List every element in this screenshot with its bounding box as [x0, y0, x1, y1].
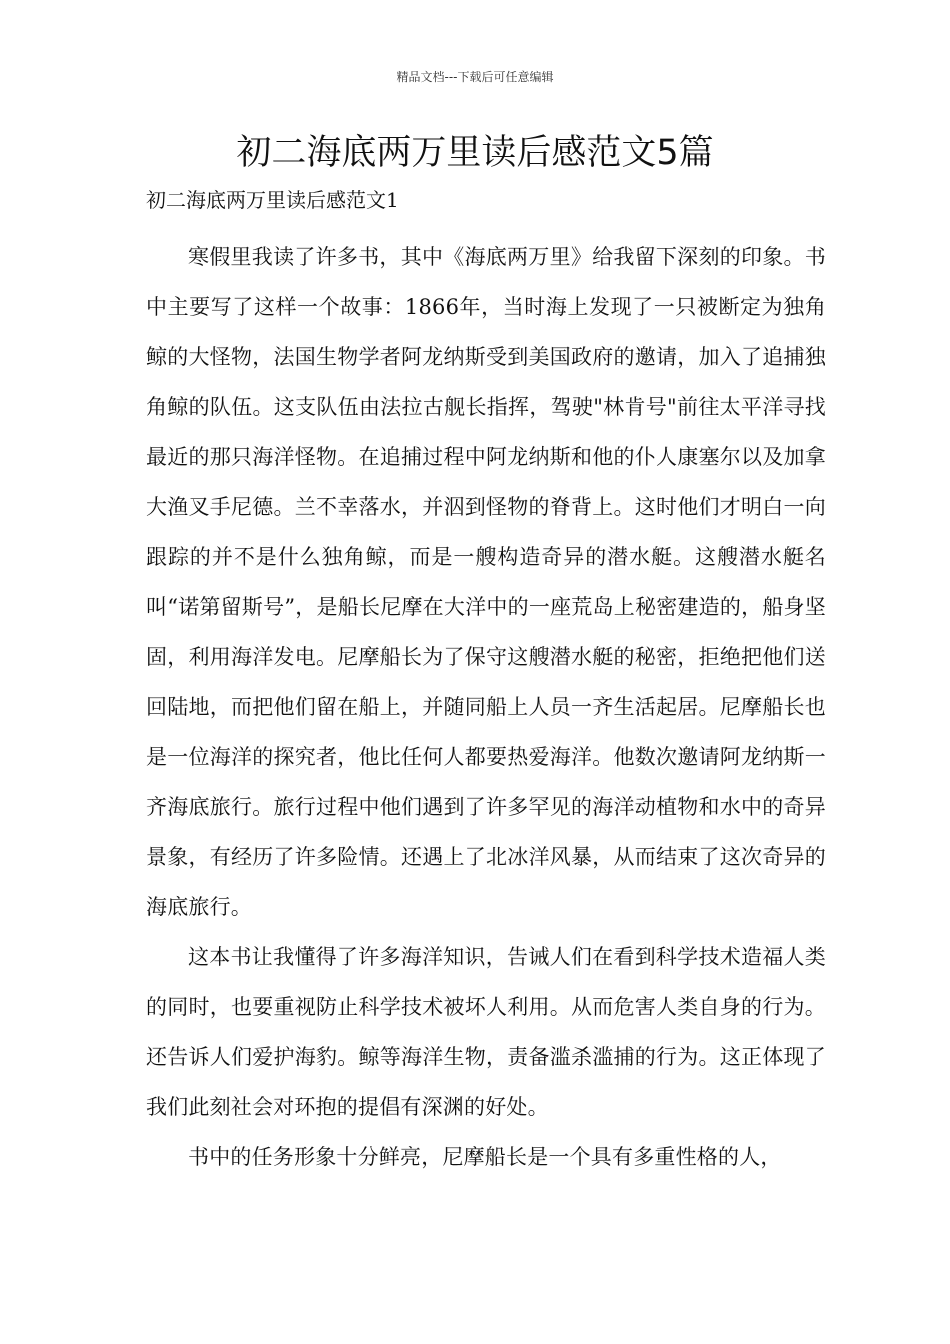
body-text	[146, 232, 826, 1182]
document-title: 初二海底两万里读后感范文5篇	[236, 133, 714, 173]
header-note: 精品文档---下载后可任意编辑	[396, 70, 554, 84]
paragraph-1: 寒假里我读了许多书，其中《海底两万里》给我留下深刻的印象。书中主要写了这样一个故事：1866年，当时海上发现了一只被断定为独角鲸的大怪物，法国生物学者阿龙纳斯受到美国政府的邀请，加入了追捕独角鲸的队伍。这支队伍由法拉古舰长指挥，驾驶"林肯号"前往太平洋寻找最近的那只海洋怪物。在追捕过程中阿龙纳斯和他的仆人康塞尔以及加拿大渔叉手尼德。兰不幸落水，并泅到怪物的脊背上。这时他们才明白一向跟踪的并不是什么独角鲸，而是一艘构造奇异的潜水艇。这艘潜水艇名叫“诺第留斯号”，是船长尼摩在大洋中的一座荒岛上秘密建造的，船身坚固，利用海洋发电。尼摩船长为了保守这艘潜水艇的秘密，拒绝把他们送回陆地，而把他们留在船上，并随同船上人员一齐生活起居。尼摩船长也是一位海洋的探究者，他比任何人都要热爱海洋。他数次邀请阿龙纳斯一齐海底旅行。旅行过程中他们遇到了许多罕见的海洋动植物和水中的奇异景象，有经历了许多险情。还遇上了北冰洋风暴，从而结束了这次奇异的海底旅行。	[146, 245, 826, 919]
paragraph-3: 书中的任务形象十分鲜亮，尼摩船长是一个具有多重性格的人，	[188, 1145, 782, 1169]
paragraph-2: 这本书让我懂得了许多海洋知识，告诫人们在看到科学技术造福人类的同时，也要重视防止科学技术被坏人利用。从而危害人类自身的行为。还告诉人们爱护海豹。鲸等海洋生物，责备滥杀滥捕的行为。这正体现了我们此刻社会对环抱的提倡有深渊的好处。	[146, 945, 826, 1119]
section-heading: 初二海底两万里读后感范文1	[146, 188, 399, 212]
